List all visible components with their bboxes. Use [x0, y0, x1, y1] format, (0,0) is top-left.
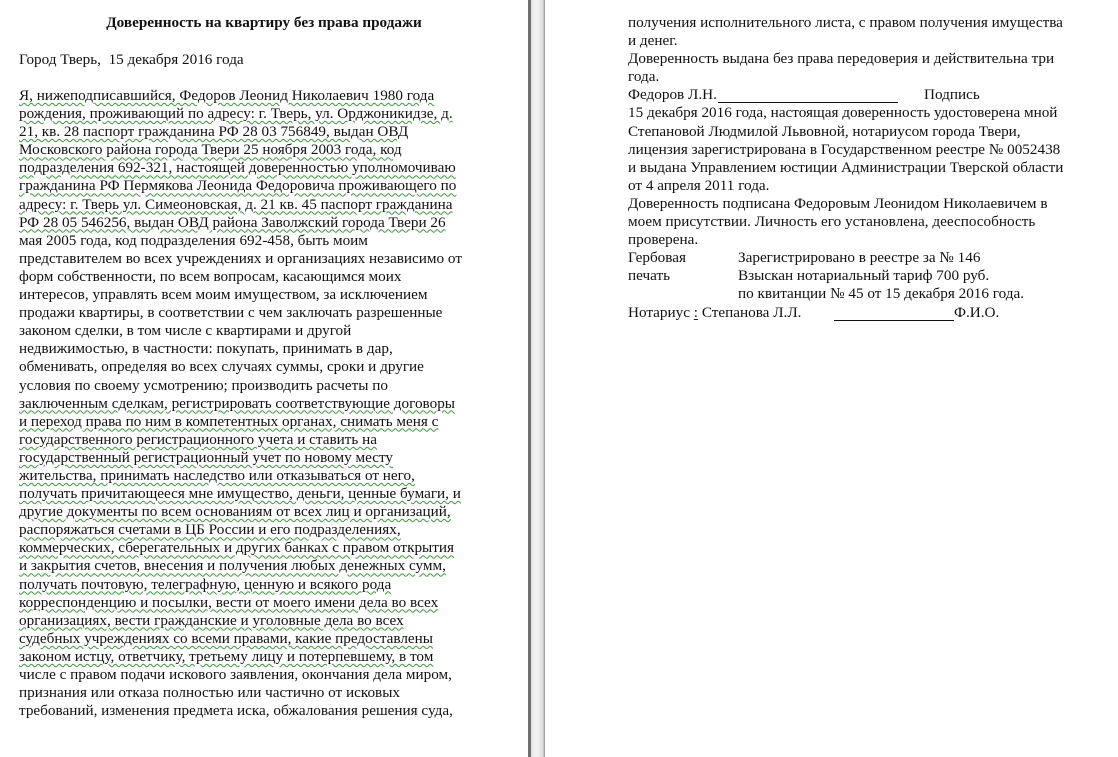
text-line: требований, изменения предмета иска, обжалования решения суда,	[19, 702, 453, 720]
signature-row	[628, 86, 1103, 104]
text-line: и денег.	[628, 32, 678, 50]
text-line: форм собственности, по всем вопросам, касающимся моих	[19, 267, 402, 285]
text-line: года.	[628, 68, 660, 86]
text-line: интересов, управлять всем моим имуществом, за исключением	[19, 286, 428, 304]
document-page-right	[545, 0, 1118, 757]
text-line: жительства, принимать наследство или отказываться от него,	[19, 466, 415, 484]
certification-line: моем присутствии. Личность его установлена, дееспособность	[628, 213, 1036, 231]
text-line: и переход права по ним в компетентных органах, снимать меня с	[19, 412, 439, 430]
text-line: условия по своему усмотрению; производить расчеты по	[19, 376, 388, 394]
certification-line: проверена.	[628, 231, 699, 249]
notary-name: Степанова Л.Л.	[698, 303, 802, 321]
text-line: получения исполнительного листа, с правом получения имущества	[628, 14, 1063, 31]
text-line: судебных учреждениях со всеми правами, какие предоставлены	[19, 629, 433, 647]
city-date-line: Город Тверь, 15 декабря 2016 года	[19, 51, 244, 68]
page-shadow-edge	[528, 0, 531, 757]
text-line: корреспонденцию и посылки, вести от моего имени дела во всех	[19, 593, 439, 611]
text-line: продажи квартиры, в соответствии с чем заключать разрешенные	[19, 304, 443, 322]
text-line: государственного регистрационного учета и ставить на	[19, 430, 377, 448]
text-line: признания или отказа полностью или частично от исковых	[19, 684, 401, 702]
text-line: недвижимостью, в частности: покупать, принимать в дар,	[19, 340, 393, 358]
text-line: гражданина РФ Пермякова Леонида Федоровича проживающего по	[19, 177, 457, 195]
power-of-attorney-body	[19, 87, 519, 720]
text-line: Доверенность выдана без права передоверия и действительна три	[628, 50, 1055, 68]
certification-line: от 4 апреля 2011 года.	[628, 176, 770, 194]
text-line: получать причитающееся мне имущество, деньги, ценные бумаги, и	[19, 485, 461, 503]
text-line: государственный регистрационный учет по новому месту	[19, 448, 393, 466]
power-of-attorney-continuation	[628, 14, 1103, 322]
certification-line: Доверенность подписана Федоровым Леонидом Николаевичем в	[628, 194, 1048, 212]
text-line: представителем во всех учреждениях и организациях независимо от	[19, 249, 462, 267]
text-line: адресу: г. Тверь ул. Симеоновская, д. 21 кв. 45 паспорт гражданина	[19, 195, 453, 213]
text-line: законом истцу, ответчику, третьему лицу и потерпевшему, в том	[19, 647, 434, 665]
stamp-label-line-2: печать	[628, 267, 671, 285]
text-line: заключенным сделкам, регистрировать соответствующие договоры	[19, 394, 456, 412]
text-line: коммерческих, сберегательных и других банках с правом открытия	[19, 539, 454, 557]
receipt-text: по квитанции № 45 от 15 декабря 2016 года.	[738, 285, 1025, 303]
certification-line: и выдана Управлением юстиции Администрации Тверской области	[628, 158, 1064, 176]
signature-label: Подпись	[924, 86, 980, 104]
text-line: другие документы по всем основаниям от всех лиц и организаций,	[19, 503, 451, 521]
text-line: 21, кв. 28 паспорт гражданина РФ 28 03 756849, выдан ОВД	[19, 123, 409, 141]
stamp-label-line-1: Гербовая	[628, 249, 686, 267]
tariff-row	[628, 267, 1103, 285]
notary-colon: :	[693, 303, 699, 321]
notary-label-text: Нотариус	[628, 303, 690, 321]
registry-text: Зарегистрировано в реестре за № 146	[738, 249, 981, 267]
text-line: подразделения 692-321, настоящей доверенностью уполномочиваю	[19, 159, 456, 177]
document-title: Доверенность на квартиру без права продажи	[106, 14, 422, 31]
text-line: организациях, вести гражданские и уголовные дела во всех	[19, 611, 404, 629]
registry-row	[628, 249, 1103, 267]
text-line: рождения, проживающий по адресу: г. Тверь, ул. Орджоникидзе, д.	[19, 105, 453, 123]
receipt-row	[628, 285, 1103, 303]
text-line: обменивать, определяя во всех случаях суммы, сроки и другие	[19, 358, 424, 376]
notary-signature-blank-line[interactable]	[834, 306, 954, 321]
signature-blank-line[interactable]	[718, 88, 898, 103]
text-line: мая 2005 года, код подразделения 692-458, быть моим	[19, 231, 368, 249]
text-line: Московского района города Твери 25 ноября 2003 года, код	[19, 141, 402, 159]
notary-row	[628, 304, 1103, 322]
text-line: числе с правом подачи искового заявления, окончания дела миром,	[19, 666, 452, 683]
text-line: и закрытия счетов, внесения и получения любых денежных сумм,	[19, 557, 446, 575]
certification-line: 15 декабря 2016 года, настоящая доверенность удостоверена мной	[628, 104, 1058, 122]
notary-label	[628, 304, 801, 322]
certification-line: Степановой Людмилой Львовной, нотариусом города Твери,	[628, 122, 1021, 140]
text-line: РФ 28 05 546256, выдан ОВД района Заволжский города Твери 26	[19, 213, 446, 231]
text-line: законом сделки, в том числе с квартирами и другой	[19, 322, 352, 340]
text-line: получать почтовую, телеграфную, ценную и всякого рода	[19, 575, 392, 593]
fio-label: Ф.И.О.	[954, 303, 1000, 321]
tariff-text: Взыскан нотариальный тариф 700 руб.	[738, 267, 990, 285]
text-line: распоряжаться счетами в ЦБ России и его подразделениях,	[19, 521, 401, 539]
signer-name: Федоров Л.Н.	[628, 86, 717, 104]
document-page-left	[0, 0, 528, 757]
certification-line: лицензия зарегистрирована в Государственном реестре № 0052438	[628, 140, 1061, 158]
text-line: Я, нижеподписавшийся, Федоров Леонид Николаевич 1980 года	[19, 87, 435, 104]
